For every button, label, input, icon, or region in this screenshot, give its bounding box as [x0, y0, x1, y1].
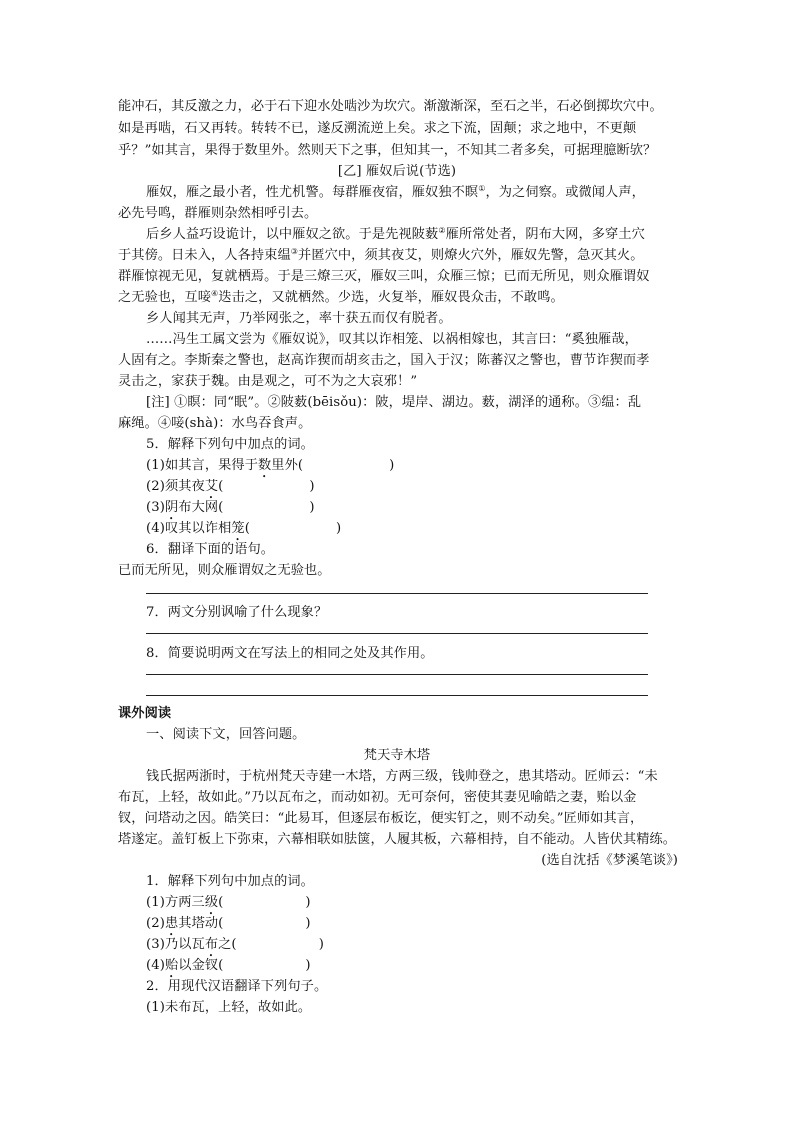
footnote: 麻绳。④唼(shà)：水鸟吞食声。 [118, 416, 312, 431]
footnote-marker: ④ [211, 289, 219, 298]
question-5: 5．解释下列句中加点的词。 [146, 437, 314, 452]
question-2-item: (1)未布瓦，上轻，故如此。 [146, 1000, 312, 1015]
story-line: 钗，问塔动之因。皓笑曰：“此易耳，但逐层布板讫，便实钉之，则不动矣。”匠师如其言， [118, 811, 644, 826]
question-5-item: (1)如其言，果得于数里外( ) [146, 458, 395, 473]
section-intro: 一、阅读下文，回答问题。 [146, 727, 306, 742]
passage-b-line: 灵击之，家获于魏。由是观之，可不为之大哀邪！” [118, 374, 418, 389]
question-1-item: (3)乃以瓦布之( ) [146, 937, 324, 952]
question-1-item: (2)患其塔动( ) [146, 916, 311, 931]
passage-b-line: 后乡人益巧设诡计，以中雁奴之欲。于是先视陂薮②雁所常处者，阴布大网，多穿土穴 [146, 226, 645, 242]
passage-b-line: 群雁惊视无见，复就栖焉。于是三燎三灭，雁奴三叫，众雁三惊；已而无所见，则众雁谓奴 [118, 269, 650, 284]
question-5-item: (3)阴布大网( ) [146, 500, 315, 515]
passage-b-line: 雁奴，雁之最小者，性尤机警。每群雁夜宿，雁奴独不瞑①，为之伺察。或微闻人声， [146, 184, 645, 200]
passage-a-line: 能冲石，其反激之力，必于石下迎水处啮沙为坎穴。渐激渐深，至石之半，石必倒掷坎穴中。 [118, 99, 663, 114]
footnote-marker: ② [438, 226, 446, 235]
question-2: 2．用现代汉语翻译下列句子。 [146, 979, 328, 994]
question-6-sentence: 已而无所见，则众雁谓奴之无验也。 [118, 563, 331, 578]
story-source: (选自沈括《梦溪笔谈》) [541, 853, 678, 868]
passage-a-line: 如是再啮，石又再转。转转不已，遂反溯流逆上矣。求之下流，固颠；求之地中，不更颠 [118, 121, 637, 136]
footnote: [注] ①瞑：同“眠”。②陂薮(bēisǒu)：陂，堤岸、湖边。薮，湖泽的通称。③缊：乱 [146, 395, 642, 410]
footnote-marker: ③ [290, 247, 299, 256]
story-line: 布瓦，上轻，故如此。”乃以瓦布之，而动如初。无可奈何，密使其妻见喻皓之妻，贻以金 [118, 790, 637, 805]
story-line: 钱氏据两浙时，于杭州梵天寺建一木塔，方两三级，钱帅登之，患其塔动。匠师云：“未 [146, 769, 658, 784]
question-6: 6．翻译下面的语句。 [146, 542, 275, 557]
question-8: 8．简要说明两文在写法上的相同之处及其作用。 [146, 646, 434, 661]
answer-line[interactable] [146, 695, 648, 696]
passage-b-line: 乡人闻其无声，乃举网张之，率十获五而仅有脱者。 [146, 311, 452, 326]
question-5-item: (2)须其夜艾( ) [146, 479, 315, 494]
story-line: 塔遂定。盖钉板上下弥束，六幕相联如胠箧，人履其板，六幕相持，自不能动。人皆伏其精练。 [118, 832, 677, 847]
passage-b-line: 人固有之。李斯秦之警也，赵高诈猰而胡亥击之，国入于汉；陈蕃汉之警也，曹节诈猰而孝 [118, 353, 650, 368]
section-title: 课外阅读 [118, 706, 172, 721]
answer-line[interactable] [146, 633, 648, 634]
passage-b-title: [乙] 雁奴后说(节选) [337, 164, 457, 179]
answer-line[interactable] [146, 593, 648, 594]
question-7: 7．两文分别讽喻了什么现象？ [146, 605, 328, 620]
footnote-marker: ① [478, 184, 486, 193]
passage-b-line: 必先号鸣，群雁则杂然相呼引去。 [118, 206, 318, 221]
passage-b-line: 于其傍。日未入，人各持束缊③并匿穴中，须其夜艾，则燎火穴外，雁奴先警，急灭其火。 [118, 247, 644, 263]
passage-a-line: 乎？”如其言，果得于数里外。然则天下之事，但知其一，不知其二者多矣，可据理臆断欤？ [118, 143, 657, 158]
question-1: 1．解释下列句中加点的词。 [146, 874, 314, 889]
question-5-item: (4)叹其以诈相笼( ) [146, 521, 342, 536]
answer-line[interactable] [146, 674, 648, 675]
passage-b-line: ……冯生工属文尝为《雁奴说》，叹其以诈相笼、以祸相嫁也，其言曰：“奚独雁哉， [146, 332, 638, 347]
question-1-item: (4)贻以金钗( ) [146, 958, 311, 973]
question-1-item: (1)方两三级( ) [146, 895, 311, 910]
passage-b-line: 之无验也，互唼④迭击之，又就栖然。少选，火复举，雁奴畏众击，不敢鸣。 [118, 289, 564, 305]
story-title: 梵天寺木塔 [363, 748, 431, 763]
